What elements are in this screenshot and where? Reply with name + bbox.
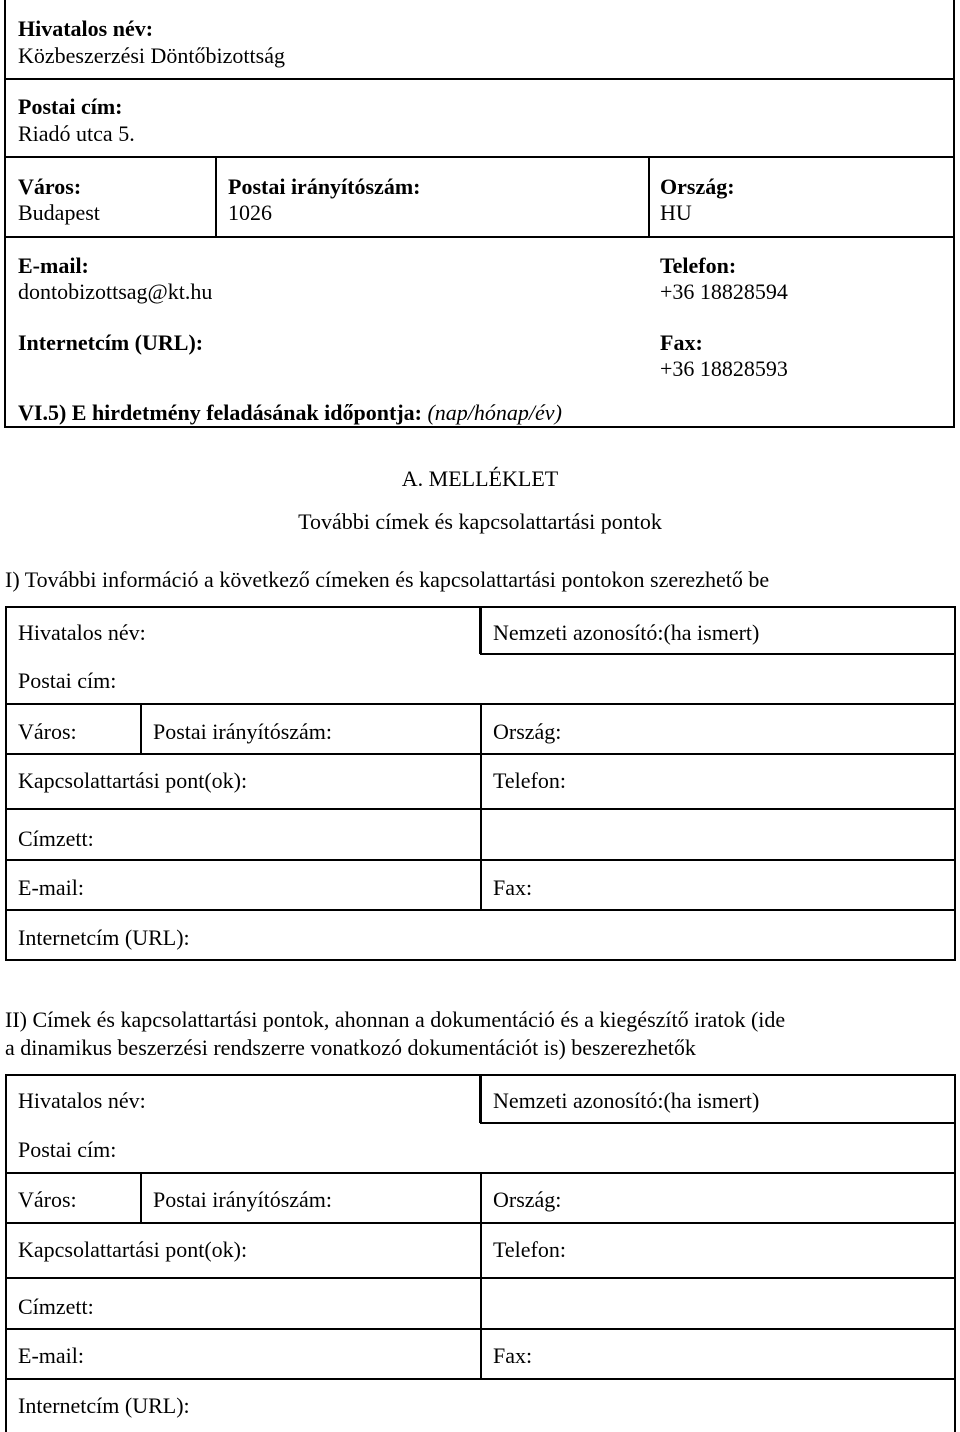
attention-label: Címzett: — [18, 826, 94, 851]
contact-points-label: Kapcsolattartási pont(ok): — [18, 768, 248, 793]
national-id-hint: (ha ismert) — [663, 620, 760, 645]
city-label: Város: — [18, 1187, 77, 1212]
phone-label: Telefon: — [493, 768, 566, 793]
postal-code-label: Postai irányítószám: — [228, 174, 421, 199]
dispatch-date-label-text: VI.5) E hirdetmény feladásának időpontja: — [18, 400, 422, 425]
country-value: HU — [660, 200, 692, 225]
section2-heading-line1: II) Címek és kapcsolattartási pontok, ahonnan a dokumentáció és a kiegészítő iratok (ide — [5, 1007, 786, 1032]
annex-subtitle: További címek és kapcsolattartási pontok — [298, 509, 662, 534]
country-label: Ország: — [493, 719, 562, 744]
dispatch-date-label — [18, 400, 562, 426]
col-divider — [648, 157, 650, 237]
col-divider — [140, 1173, 142, 1223]
col-divider — [140, 704, 142, 754]
email-value: dontobizottsag@kt.hu — [18, 279, 213, 304]
row-divider — [480, 1328, 956, 1330]
col-divider — [480, 1173, 482, 1223]
national-id-hint: (ha ismert) — [663, 1088, 760, 1113]
phone-label: Telefon: — [493, 1237, 566, 1262]
postal-code-label: Postai irányítószám: — [153, 719, 333, 744]
country-label: Ország: — [493, 1187, 562, 1212]
row-divider — [4, 78, 955, 80]
row-divider — [480, 653, 956, 655]
city-label: Város: — [18, 174, 82, 199]
url-label: Internetcím (URL): — [18, 1393, 190, 1418]
table-border-right — [953, 0, 955, 428]
country-label: Ország: — [660, 174, 735, 199]
section1-heading: I) További információ a következő címeken és kapcsolattartási pontokon szerezhető be — [5, 567, 770, 592]
email-label: E-mail: — [18, 875, 84, 900]
email-label: E-mail: — [18, 253, 89, 278]
col-divider — [480, 704, 482, 754]
row-divider — [480, 859, 956, 861]
col-divider — [480, 1223, 482, 1379]
national-id-label — [493, 1088, 759, 1114]
city-value: Budapest — [18, 200, 100, 225]
official-name-label: Hivatalos név: — [18, 620, 146, 645]
postal-address-label: Postai cím: — [18, 94, 123, 119]
row-divider — [5, 1328, 481, 1330]
postal-address-value: Riadó utca 5. — [18, 121, 135, 146]
dispatch-date-hint: (nap/hónap/év) — [427, 400, 562, 425]
postal-address-label: Postai cím: — [18, 668, 117, 693]
official-name-value: Közbeszerzési Döntőbizottság — [18, 43, 285, 68]
table-border-left — [5, 606, 7, 961]
email-label: E-mail: — [18, 1343, 84, 1368]
table-border-left — [4, 0, 6, 428]
national-id-label — [493, 620, 759, 646]
official-name-label: Hivatalos név: — [18, 1088, 146, 1113]
table-border-right — [954, 606, 956, 961]
official-name-label: Hivatalos név: — [18, 16, 154, 41]
national-id-label-text: Nemzeti azonosító: — [493, 1088, 664, 1113]
fax-label: Fax: — [493, 1343, 533, 1368]
fax-value: +36 18828593 — [660, 356, 788, 381]
postal-code-value: 1026 — [228, 200, 272, 225]
attention-label: Címzett: — [18, 1294, 94, 1319]
col-divider — [479, 1074, 482, 1123]
contact-points-label: Kapcsolattartási pont(ok): — [18, 1237, 248, 1262]
phone-value: +36 18828594 — [660, 279, 788, 304]
fax-label: Fax: — [660, 330, 703, 355]
url-label: Internetcím (URL): — [18, 925, 190, 950]
fax-label: Fax: — [493, 875, 533, 900]
row-divider — [5, 859, 481, 861]
row-divider — [4, 156, 955, 158]
row-divider — [480, 1122, 956, 1124]
col-divider — [215, 157, 217, 237]
phone-label: Telefon: — [660, 253, 737, 278]
col-divider — [479, 606, 482, 654]
postal-code-label: Postai irányítószám: — [153, 1187, 333, 1212]
city-label: Város: — [18, 719, 77, 744]
url-label: Internetcím (URL): — [18, 330, 204, 355]
postal-address-label: Postai cím: — [18, 1137, 117, 1162]
row-divider — [4, 236, 955, 238]
col-divider — [480, 754, 482, 910]
table-border-bottom — [5, 959, 956, 961]
table-border-bottom — [4, 426, 955, 428]
section2-heading-line2: a dinamikus beszerzési rendszerre vonatkozó dokumentációt is) beszerezhetők — [5, 1035, 696, 1060]
annex-title: A. MELLÉKLET — [401, 466, 559, 491]
national-id-label-text: Nemzeti azonosító: — [493, 620, 664, 645]
